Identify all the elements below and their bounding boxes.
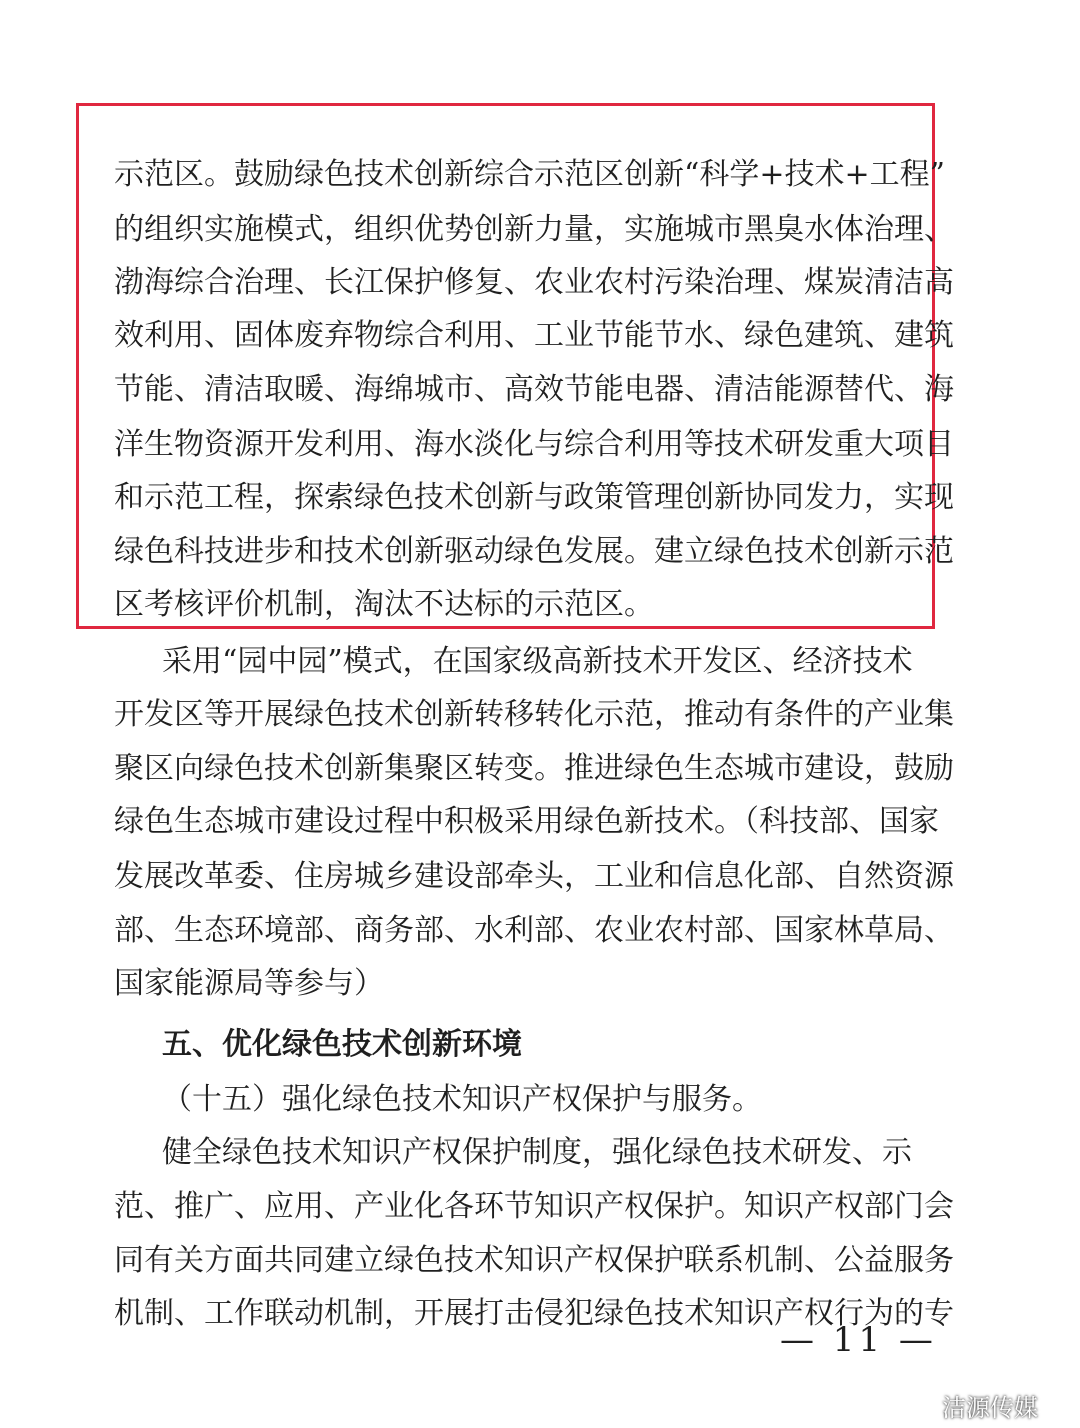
- text-line: 发展改革委、住房城乡建设部牵头，工业和信息化部、自然资源: [114, 859, 954, 894]
- text-line: 节能、清洁取暖、海绵城市、高效节能电器、清洁能源替代、海: [114, 372, 954, 407]
- text-line: 范、推广、应用、产业化各环节知识产权保护。知识产权部门会: [114, 1189, 954, 1224]
- text-line: 洋生物资源开发利用、海水淡化与综合利用等技术研发重大项目: [114, 427, 954, 462]
- watermark-text: 洁源传媒: [942, 1393, 1038, 1422]
- section-heading: 五、优化绿色技术创新环境: [162, 1027, 522, 1062]
- text-line: 机制、工作联动机制，开展打击侵犯绿色技术知识产权行为的专: [114, 1296, 954, 1331]
- text-line: 国家能源局等参与）: [114, 966, 384, 1001]
- text-line: 区考核评价机制，淘汰不达标的示范区。: [114, 587, 654, 622]
- text-line: 采用“园中园”模式，在国家级高新技术开发区、经济技术: [162, 644, 913, 679]
- text-line: 的组织实施模式，组织优势创新力量，实施城市黑臭水体治理、: [114, 212, 954, 247]
- wechat-icon: [900, 1391, 934, 1419]
- text-line: 示范区。鼓励绿色技术创新综合示范区创新“科学+技术+工程”: [114, 157, 945, 192]
- text-line: 渤海综合治理、长江保护修复、农业农村污染治理、煤炭清洁高: [114, 265, 954, 300]
- text-line: 同有关方面共同建立绿色技术知识产权保护联系机制、公益服务: [114, 1243, 954, 1278]
- watermark: [900, 1390, 1038, 1420]
- text-line: 绿色科技进步和技术创新驱动绿色发展。建立绿色技术创新示范: [114, 534, 954, 569]
- page-number: — 11 —: [780, 1320, 937, 1360]
- text-line: 聚区向绿色技术创新集聚区转变。推进绿色生态城市建设，鼓励: [114, 751, 954, 786]
- text-line: 效利用、固体废弃物综合利用、工业节能节水、绿色建筑、建筑: [114, 318, 954, 353]
- text-line: 绿色生态城市建设过程中积极采用绿色新技术。（科技部、国家: [114, 804, 939, 839]
- text-line: 部、生态环境部、商务部、水利部、农业农村部、国家林草局、: [114, 913, 954, 948]
- text-line: 健全绿色技术知识产权保护制度，强化绿色技术研发、示: [162, 1135, 912, 1170]
- text-line: 开发区等开展绿色技术创新转移转化示范，推动有条件的产业集: [114, 697, 954, 732]
- subsection-heading: （十五）强化绿色技术知识产权保护与服务。: [162, 1082, 762, 1117]
- text-line: 和示范工程，探索绿色技术创新与政策管理创新协同发力，实现: [114, 480, 954, 515]
